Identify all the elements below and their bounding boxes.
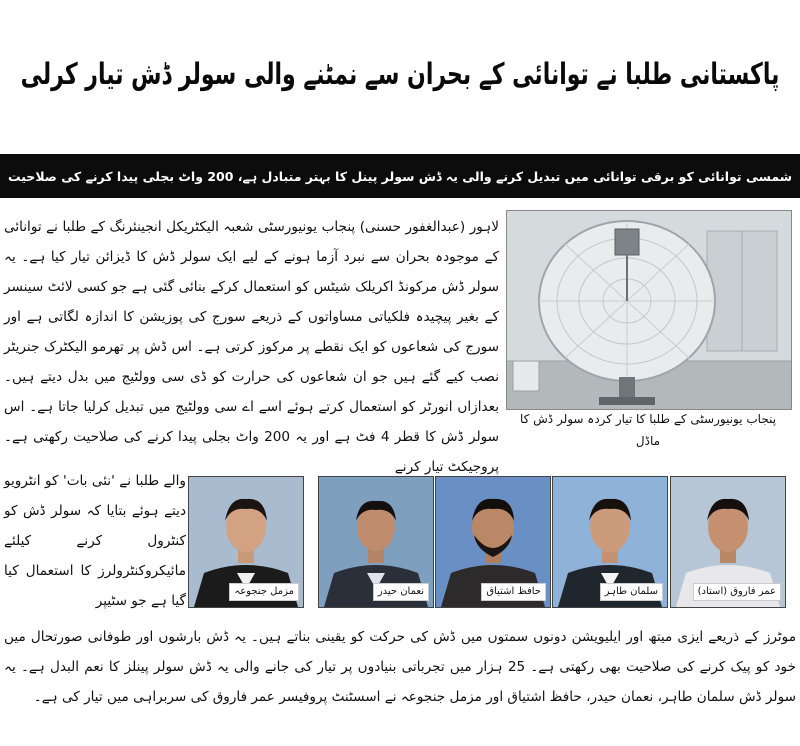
headline-text: پاکستانی طلبا نے توانائی کے بحران سے نمٹنے والی سولر ڈش تیار کرلی <box>20 58 780 93</box>
portrait-name-label: نعمان حیدر <box>373 583 429 601</box>
solar-dish-image <box>507 211 791 409</box>
article-text: لاہور (عبدالغفور حسنی) پنجاب یونیورسٹی شعبہ الیکٹریکل انجینئرنگ کے طلبا نے توانائی کے موجودہ بحران سے نبرد آزما ہونے کے لیے ایک سولر ڈش کا ڈیزائن تیار کیا ہے۔ یہ سولر ڈش مرکونڈ اکریلک شیٹس کو استعمال کرکے بنائی گئی ہے جو کسی لائٹ سینسر کے بغیر پیچیدہ فلکیاتی مساواتوں کے ذریعے سورج کی پوزیشن کا اندازہ لگاتی ہے اور سورج کی شعاعوں کو ایک نقطے پر مرکوز کرتی ہے۔ اس ڈش پر تھرمو الیکٹرک جنریٹر نصب کیے گئے ہیں جو ان شعاعوں کی حرارت کو ڈی سی وولٹیج میں بدل دیتے ہیں۔ بعدازاں انورٹر کو استعمال کرتے ہوئے اسے اے سی وولٹیج میں تبدیل کرلیا جاتا ہے۔ اس سولر ڈش کا قطر 4 فٹ ہے اور یہ 200 واٹ بجلی پیدا کرنے کی صلاحیت رکھتی ہے۔ پروجیکٹ تیار کرنے <box>4 219 500 475</box>
article-bottom-paragraph <box>4 622 796 744</box>
portrait-name-label: حافظ اشتیاق <box>481 583 546 601</box>
portrait-salman-tahir <box>552 476 668 608</box>
portrait-name-label: سلمان طاہر <box>600 583 663 601</box>
photo-caption: پنجاب یونیورسٹی کے طلبا کا تیار کردہ سولر ڈش کا ماڈل <box>519 412 777 448</box>
portrait-nauman-haider <box>318 476 434 608</box>
headline-banner <box>0 0 800 152</box>
portrait-muzammil-janjua <box>188 476 304 608</box>
article-text: والے طلبا نے 'نئی بات' کو انٹرویو دیتے ہوئے بتایا کہ سولر ڈش کو کنٹرول کرنے کیلئے مائیکروکنٹرولرز کا استعمال کیا گیا ہے جو سٹیپر <box>4 473 186 609</box>
portrait-hafiz-ishtiaq <box>435 476 551 608</box>
subheading-bar <box>0 154 800 198</box>
solar-dish-photo <box>506 210 792 410</box>
subheading-text: شمسی توانائی کو برقی توانائی میں تبدیل کرنے والی یہ ڈش سولر پینل کا بہتر متبادل ہے، 200 واٹ بجلی پیدا کرنے کی صلاحیت <box>7 168 793 184</box>
article-text: موٹرز کے ذریعے ایزی میتھ اور ایلیویشن دونوں سمتوں میں ڈش کی حرکت کو یقینی بناتے ہیں۔ یہ ڈش بارشوں اور طوفانی صورتحال میں خود کو پیک کرنے کی صلاحیت بھی رکھتی ہے۔ 25 ہزار میں تجرباتی بنیادوں پر تیار کی جانے والی یہ ڈش سولر پینلز کا نعم البدل ہے۔ یہ سولر ڈش سلمان طاہر، نعمان حیدر، حافظ اشتیاق اور مزمل جنجوعہ نے اسسٹنٹ پروفیسر عمر فاروق کی سربراہی میں تیار کی ہے۔ <box>4 629 796 705</box>
article-top-paragraph <box>4 212 500 475</box>
portrait-name-label: مزمل جنجوعہ <box>229 583 299 601</box>
portrait-name-label: عمر فاروق (استاد) <box>693 583 781 601</box>
article-side-paragraph <box>4 466 186 621</box>
portrait-umar-farooq <box>670 476 786 608</box>
